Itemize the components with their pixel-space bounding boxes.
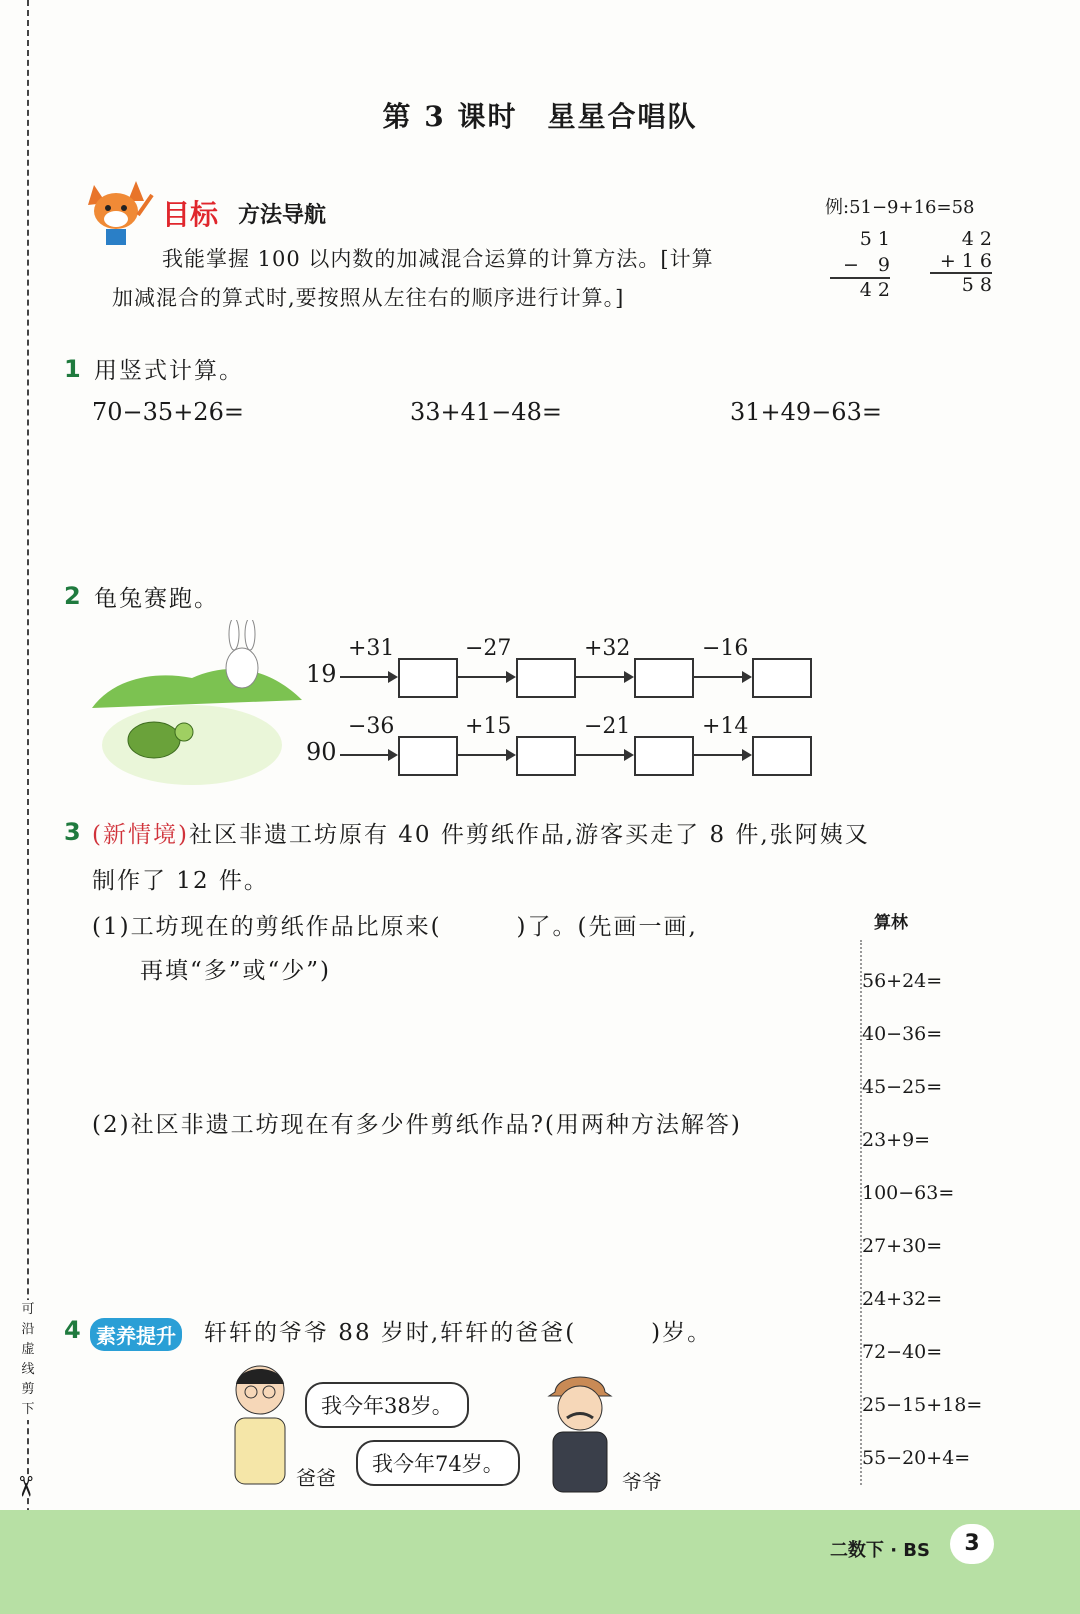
answer-box[interactable]: [398, 658, 458, 698]
page-title: 第 3 课时 星星合唱队: [382, 100, 698, 133]
question-text-line2: 制作了 12 件。: [92, 868, 269, 894]
cut-hint: 可沿虚线剪下: [18, 1300, 38, 1420]
vertical-line: 5 1: [859, 228, 890, 250]
goal-text-line1: 我能掌握 100 以内数的加减混合运算的计算方法。[计算: [162, 247, 714, 271]
grandpa-speech-bubble: 我今年74岁。: [356, 1440, 520, 1486]
example-equation: 例:51−9+16=58: [825, 197, 975, 218]
lin-item: 24+32=: [862, 1288, 943, 1310]
book-label: 二数下 · BS: [829, 1540, 930, 1561]
tortoise-hare-illustration: [92, 620, 307, 790]
answer-box[interactable]: [516, 658, 576, 698]
answer-box[interactable]: [634, 736, 694, 776]
answer-box[interactable]: [516, 736, 576, 776]
lin-item: 45−25=: [862, 1076, 943, 1098]
grandpa-label: 爷爷: [622, 1470, 662, 1494]
operation-label: +32: [584, 636, 631, 661]
question-number: 2: [64, 582, 81, 610]
lin-item: 27+30=: [862, 1235, 943, 1257]
subquestion-1: (1)工坊现在的剪纸作品比原来( )了。(先画一画,: [92, 914, 698, 940]
vertical-line: 4 2: [830, 277, 890, 301]
operation-label: −21: [584, 714, 631, 739]
answer-box[interactable]: [752, 658, 812, 698]
vertical-line: − 9: [842, 254, 890, 276]
operation-label: −27: [465, 636, 512, 661]
grandpa-illustration: [545, 1370, 615, 1495]
question-number: 1: [64, 355, 81, 383]
vertical-line: 4 2: [961, 228, 992, 250]
lin-title: 算林: [874, 913, 908, 933]
answer-box[interactable]: [634, 658, 694, 698]
expression: 70−35+26=: [92, 398, 244, 426]
lin-item: 55−20+4=: [862, 1447, 971, 1469]
arrow: [458, 754, 514, 756]
question-text: 轩轩的爷爷 88 岁时,轩轩的爸爸( )岁。: [204, 1320, 713, 1346]
dad-label: 爸爸: [296, 1466, 336, 1490]
subquestion-2: (2)社区非遗工坊现在有多少件剪纸作品?(用两种方法解答): [92, 1112, 742, 1138]
answer-box[interactable]: [398, 736, 458, 776]
lin-item: 23+9=: [862, 1129, 931, 1151]
question-text: [92, 816, 992, 849]
lin-item: 40−36=: [862, 1023, 943, 1045]
lin-item: 56+24=: [862, 970, 943, 992]
lin-item: 100−63=: [862, 1182, 955, 1204]
arrow: [340, 676, 396, 678]
arrow: [694, 676, 750, 678]
goal-subtitle: 方法导航: [238, 203, 327, 228]
footer-band: [0, 1510, 1080, 1614]
fox-mascot-icon: [80, 175, 158, 247]
answer-box[interactable]: [752, 736, 812, 776]
operation-label: −36: [348, 714, 395, 739]
question-text: 龟兔赛跑。: [94, 586, 219, 612]
dad-speech-bubble: 我今年38岁。: [305, 1382, 469, 1428]
dad-illustration: [225, 1360, 295, 1490]
question-text: 用竖式计算。: [94, 358, 244, 384]
operation-label: +14: [702, 714, 749, 739]
arrow: [576, 676, 632, 678]
new-context-tag: (新情境): [92, 822, 189, 848]
lin-item: 25−15+18=: [862, 1394, 983, 1416]
expression: 31+49−63=: [730, 398, 882, 426]
operation-label: +31: [348, 636, 395, 661]
question-number: 4: [64, 1316, 81, 1344]
question-number: 3: [64, 818, 81, 846]
literacy-badge: 素养提升: [90, 1318, 182, 1351]
arrow: [340, 754, 396, 756]
subquestion-1-hint: 再填“多”或“少”): [140, 958, 332, 984]
example-vertical-right: [930, 228, 992, 296]
arrow: [458, 676, 514, 678]
example-vertical-left: [830, 228, 890, 301]
operation-label: +15: [465, 714, 512, 739]
arrow: [576, 754, 632, 756]
vertical-line: + 1 6: [939, 250, 992, 272]
operation-label: −16: [702, 636, 749, 661]
question-text-line1: 社区非遗工坊原有 40 件剪纸作品,游客买走了 8 件,张阿姨又: [188, 822, 870, 848]
arrow: [694, 754, 750, 756]
page-number: 3: [950, 1524, 994, 1564]
expression: 33+41−48=: [410, 398, 562, 426]
goal-label: 目标: [162, 198, 219, 231]
start-value: 19: [306, 660, 337, 688]
start-value: 90: [306, 738, 337, 766]
goal-text-line2: 加减混合的算式时,要按照从左往右的顺序进行计算。]: [112, 286, 625, 310]
scissors-icon: ✂: [9, 1474, 43, 1499]
lin-item: 72−40=: [862, 1341, 943, 1363]
vertical-line: 5 8: [930, 272, 992, 296]
